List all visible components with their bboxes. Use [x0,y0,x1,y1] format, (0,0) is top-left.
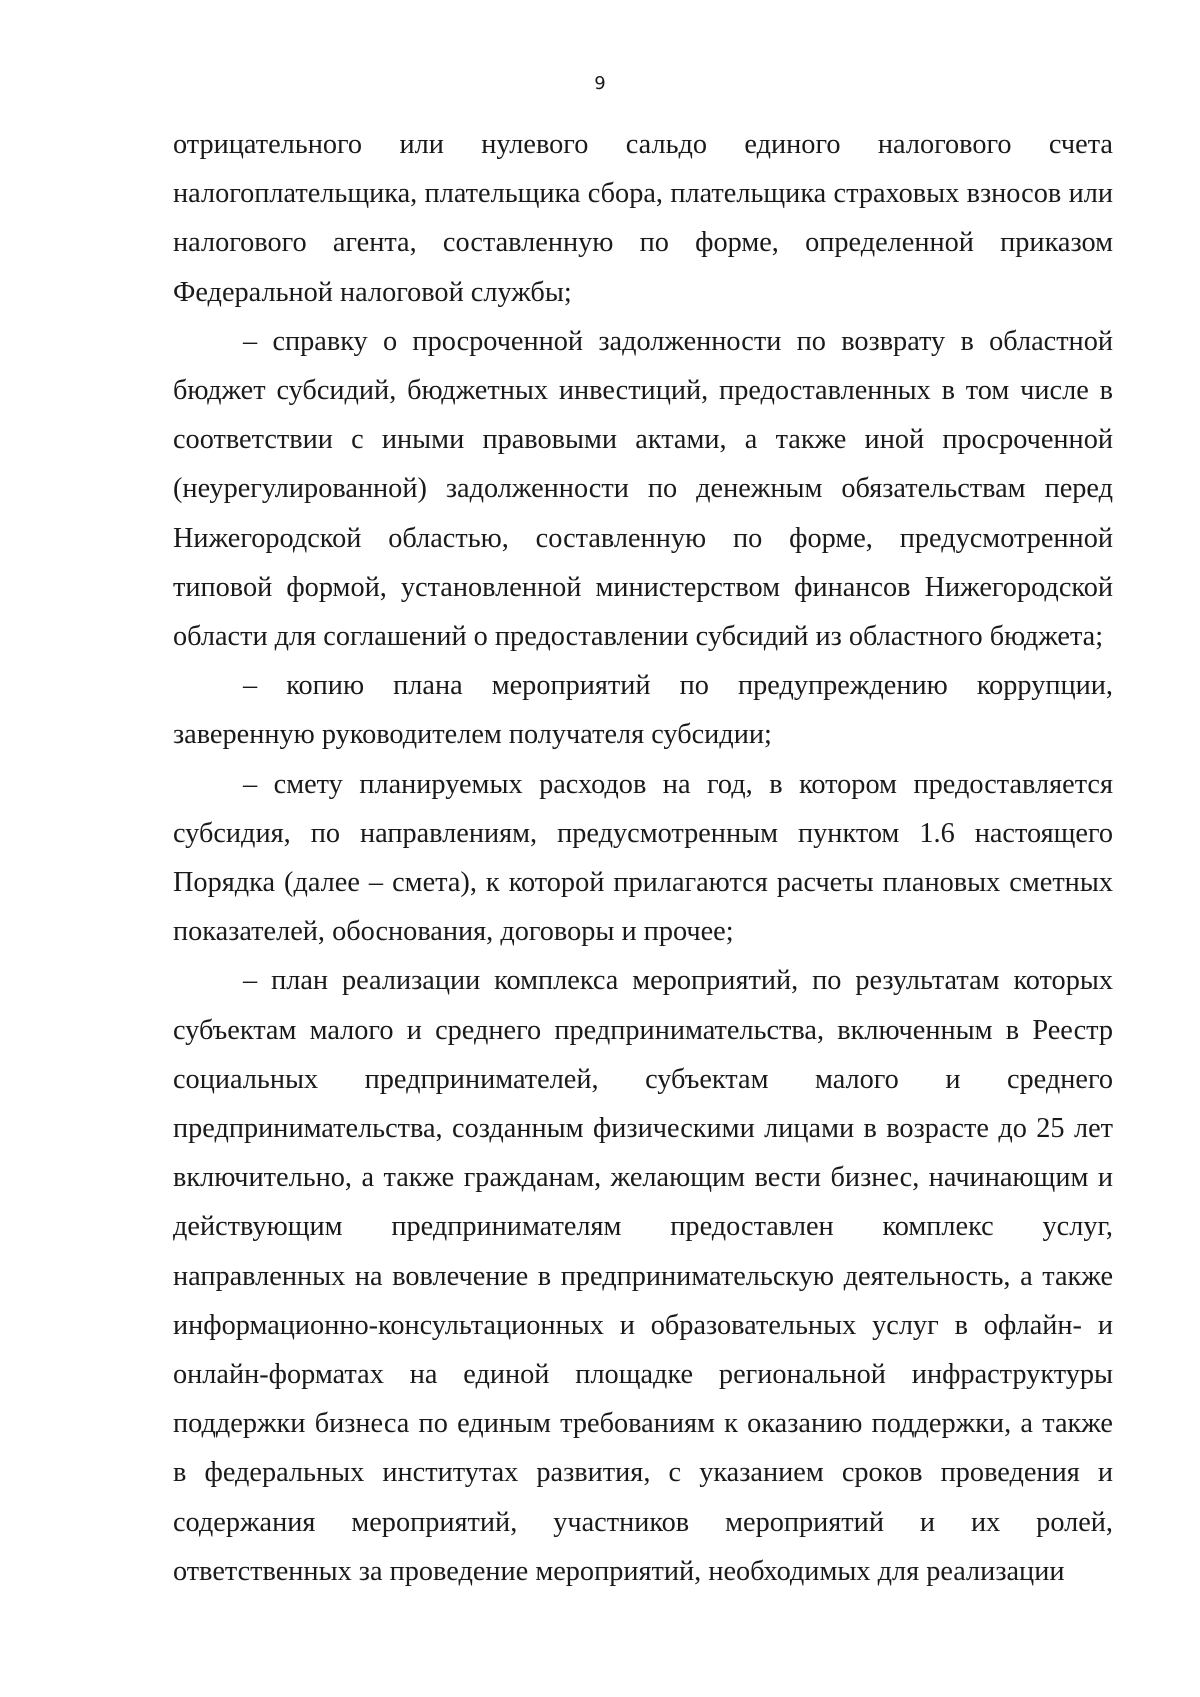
paragraph-overdue-debt-certificate: – справку о просроченной задолженности по возврату в областной бюджет субсидий, бюджетных инвестиций, предоставленных в том числе в соответствии с иными правовыми актами, а также иной просроченной (неурегулированной) задолженности по денежным обязательствам перед Нижегородской областью, составленную по форме, предусмотренной типовой формой, установленной министерством финансов Нижегородской области для соглашений о предоставлении субсидий из областного бюджета; [173,325,1113,653]
paragraph-continuation: отрицательного или нулевого сальдо единого налогового счета налогоплательщика, плательщика сбора, плательщика страховых взносов или налогового агента, составленную по форме, определенной приказом Федеральной налоговой службы; [173,129,1113,308]
paragraph-anticorruption-plan-copy: – копию плана мероприятий по предупреждению коррупции, заверенную руководителем получателя субсидии; [173,670,1113,751]
page-number: 9 [594,73,606,94]
paragraph-implementation-plan: – план реализации комплекса мероприятий, по результатам которых субъектам малого и среднего предпринимательства, включенным в Реестр социальных предпринимателей, субъектам малого и среднего предпринимательства, созданным физическими лицами в возрасте до 25 лет включительно, а также гражданам, желающим вести бизнес, начинающим и действующим предпринимателям предоставлен комплекс услуг, направленных на вовлечение в предпринимательскую деятельность, а также информационно-консультационных и образовательных услуг в офлайн- и онлайн-форматах на единой площадке региональной инфраструктуры поддержки бизнеса по единым требованиям к оказанию поддержки, а также в федеральных институтах развития, с указанием сроков проведения и содержания мероприятий, участников мероприятий и их ролей, ответственных за проведение мероприятий, необходимых для реализации [173,965,1113,1587]
document-body [173,120,1113,1596]
paragraph-expense-estimate: – смету планируемых расходов на год, в котором предоставляется субсидия, по направлениям, предусмотренным пунктом 1.6 настоящего Порядка (далее – смета), к которой прилагаются расчеты плановых сметных показателей, обоснования, договоры и прочее; [173,768,1113,948]
